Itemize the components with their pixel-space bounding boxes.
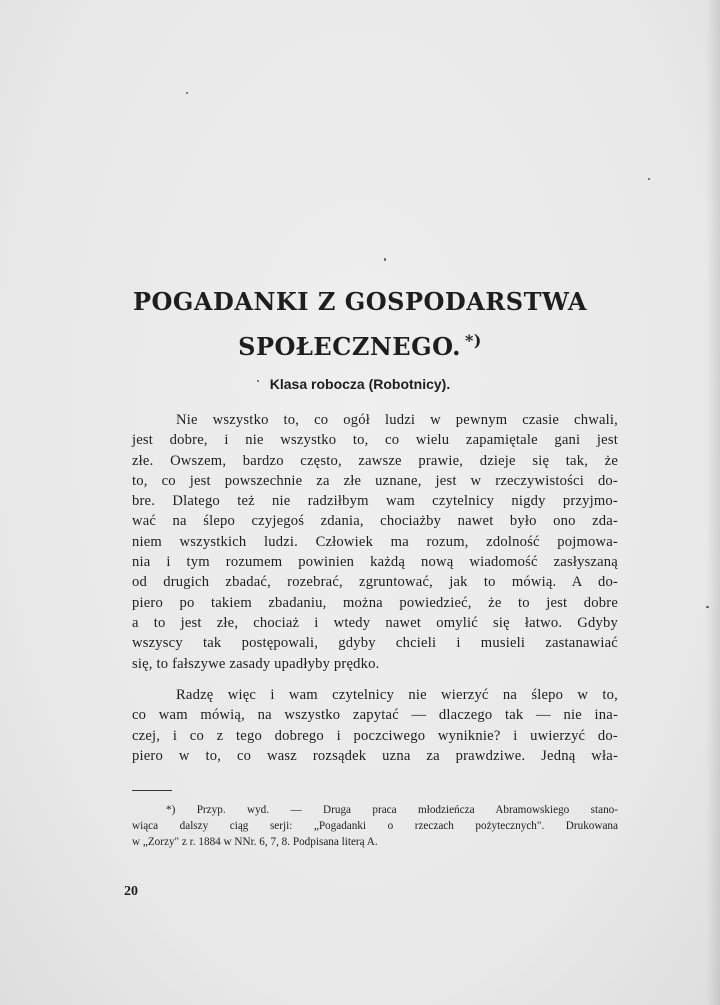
text-line: od drugich zbadać, rozebrać, zgruntować, jak to mówią. A do- xyxy=(132,574,618,591)
text-line: czej, i co z tego dobrego i poczciwego wyniknie? i uwierzyć do- xyxy=(132,727,618,744)
article-title-line-2 xyxy=(120,333,600,359)
article-title-text: SPOŁECZNEGO. xyxy=(238,332,461,361)
text-line: niem wszystkich ludzi. Człowiek ma rozum, zdolność pojmowa- xyxy=(132,533,618,550)
article-title-line-1: POGADANKI Z GOSPODARSTWA xyxy=(132,287,588,316)
text-line: Radzę więc i wam czytelnicy nie wierzyć na ślepo w to, xyxy=(176,687,618,703)
footnote xyxy=(132,802,618,850)
paragraph-1 xyxy=(132,410,618,674)
text-line: to, co jest powszechnie za złe uznane, jest w rzeczywistości do- xyxy=(132,472,618,489)
page-edge-shadow xyxy=(706,0,720,1005)
print-speck xyxy=(384,258,386,261)
paragraph-2 xyxy=(132,685,618,766)
footnote-line: w „Zorzy" z r. 1884 w NNr. 6, 7, 8. Podpisana literą A. xyxy=(132,836,378,848)
title-footnote-mark[interactable]: *) xyxy=(464,331,482,350)
text-line: jest dobre, i nie wszystko to, co wielu zapamiętale gani jest xyxy=(132,432,618,449)
text-line: bre. Dlatego też nie radziłbym wam czytelnicy nigdy przyjmo- xyxy=(132,493,618,510)
text-line: piero w to, co wasz rozsądek uzna za prawdziwe. Jedną wła- xyxy=(132,747,618,764)
footnote-divider xyxy=(132,790,172,791)
text-line: złe. Owszem, bardzo często, zawsze prawie, dzieje się tak, że xyxy=(132,452,618,469)
text-line: co wam mówią, na wszystko zapytać — dlaczego tak — nie ina- xyxy=(132,707,618,724)
footnote-line: wiąca dalszy ciąg serji: „Pogadanki o rzeczach pożytecznych". Drukowana xyxy=(132,820,618,832)
footnote-line: *) Przyp. wyd. — Druga praca młodzieńcza Abramowskiego stano- xyxy=(166,804,618,816)
text-line: się, to fałszywe zasady upadłyby prędko. xyxy=(132,655,380,672)
print-speck xyxy=(257,380,259,382)
text-line: wszyscy tak postępowali, gdyby chcieli i musieli zastanawiać xyxy=(132,635,618,652)
text-line: wać na ślepo czyjegoś zdania, chociażby nawet było ono zda- xyxy=(132,513,618,530)
article-subtitle: Klasa robocza (Robotnicy). xyxy=(269,376,451,392)
print-speck xyxy=(648,178,650,180)
page-number: 20 xyxy=(124,884,138,899)
text-line: nia i tym rozumem powinien każdą nową wiadomość zasłyszaną xyxy=(132,554,618,571)
print-speck xyxy=(186,92,188,94)
text-line: a to jest złe, chociaż i wtedy nawet omylić się łatwo. Gdyby xyxy=(132,614,618,631)
text-line: Nie wszystko to, co ogół ludzi w pewnym czasie chwali, xyxy=(176,412,618,428)
text-line: piero po takiem zbadaniu, można powiedzieć, że to jest dobre xyxy=(132,594,618,611)
print-speck xyxy=(706,606,709,608)
